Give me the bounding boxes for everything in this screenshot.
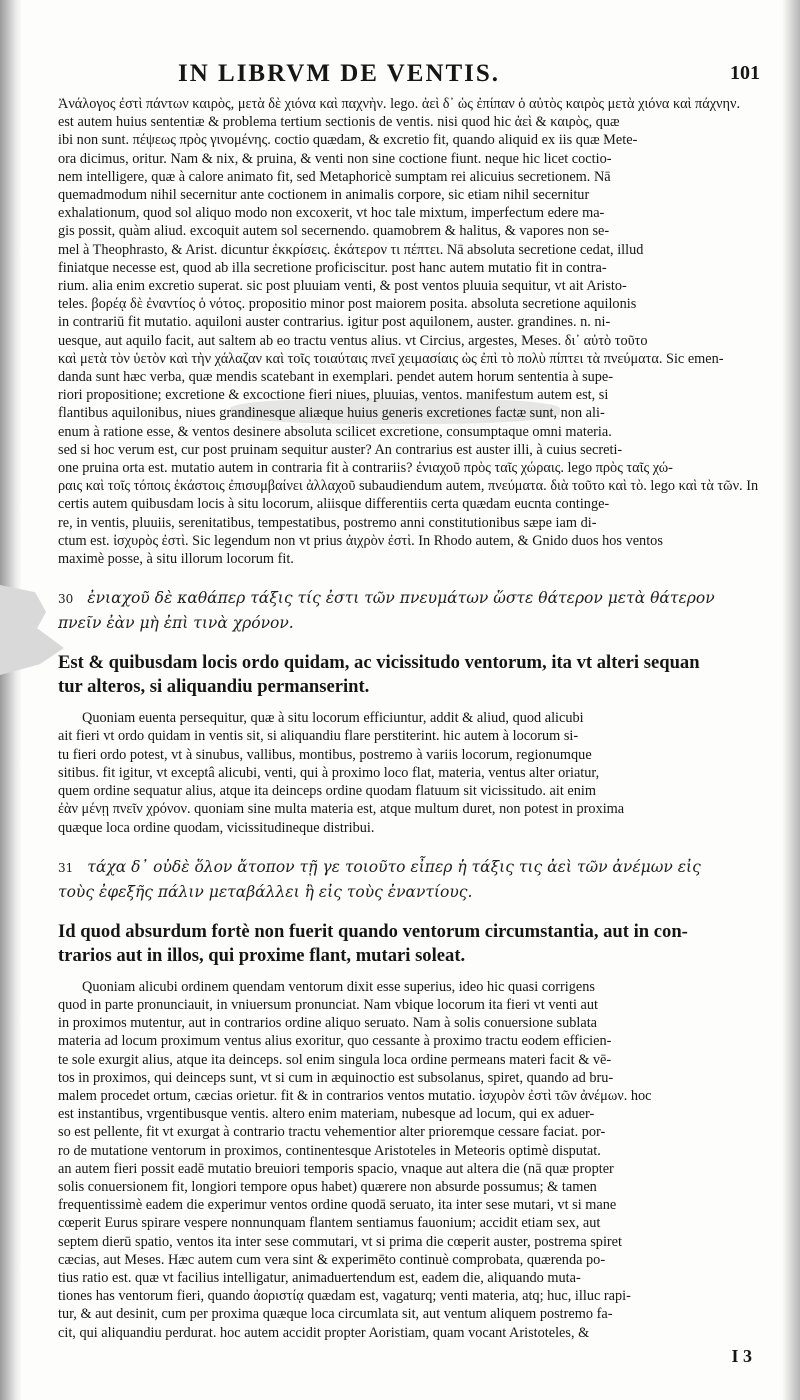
text-line	[58, 150, 770, 168]
text-line-text: tos in proximos, qui deinceps sunt, vt si cum in æquinoctio est subsolanus, spiret, quando ad bru-	[58, 1069, 614, 1086]
text-line-text: cœperit Eurus spirare vespere nonnunquam flantem sentiamus fauonium; accidit etiam sex, aut	[58, 1215, 601, 1232]
text-line-text: flantibus aquilonibus, niues grandinesque aliæque huius generis excretiones factæ sunt, non ali-	[58, 405, 605, 422]
text-line	[58, 746, 770, 764]
page-edge-shadow	[782, 0, 800, 1400]
text-line-text: καὶ μετὰ τὸν ὑετὸν καὶ τὴν χάλαζαν καὶ τοῖς τοιαύταις πνεῖ χειμασίαις ὡς ἐπὶ τὸ πολὺ πίπτει τὰ πνεύματα. Sic emen-	[58, 350, 724, 367]
text-line	[58, 295, 770, 313]
text-line-text: finiatque necesse est, quod ab illa secretione proficiscitur. post hanc autem mutatio fit in contra-	[58, 259, 607, 276]
text-line	[58, 1178, 770, 1196]
text-line	[58, 404, 770, 422]
quotation-number: 31	[58, 860, 74, 875]
text-line-text: ora dicimus, oritur. Nam & nix, & pruina, & venti non sine coctione fiunt. neque hic licet coctio-	[58, 150, 612, 167]
text-line	[58, 1142, 770, 1160]
greek-line-text: τοὺς ἐφεξῆς πάλιν μεταβάλλει ἢ εἰς τοὺς ἐναντίους.	[58, 882, 473, 901]
text-line-text: te sole exurgit alius, atque ita deinceps. sol enim singula loca ordine permeans materi facit & vē-	[58, 1051, 612, 1068]
greek-line	[58, 880, 770, 904]
lemma-line-text: tur alteros, si aliquandiu permanserint.	[58, 676, 370, 698]
text-line-text: in proximos mutentur, aut in contrarios ordine aliquo seruato. Nam à solis conuersione sublata	[58, 1015, 598, 1032]
text-line-text: enum à ratione esse, & ventos desinere absoluta scilicet excretione, consumptaque omni materia.	[58, 423, 612, 440]
greek-line	[58, 611, 770, 635]
text-line-text: Quoniam euenta persequitur, quæ à situ locorum efficiuntur, addit & aliud, quod alicubi	[82, 710, 584, 727]
text-line	[58, 1105, 770, 1123]
text-line-text: materia ad locum proximum ventus alius exoritur, quo cessante à proximo tractu eodem efficien-	[58, 1033, 612, 1050]
text-line	[58, 1269, 770, 1287]
greek-line-text: ἐνιαχοῦ δὲ καθάπερ τάξις τίς ἐστι τῶν πνευμάτων ὥστε θάτερον μετὰ θάτερον	[87, 589, 715, 608]
text-line-text: Ἀνάλογος ἐστὶ πάντων καιρὸς, μετὰ δὲ χιόνα καὶ παχνὴν. lego. ἀεὶ δ᾽ ὡς ἐπίπαν ὁ αὐτὸς καιρὸς μετὰ χιόνα καὶ πάχνην.	[58, 96, 741, 112]
text-line	[58, 459, 770, 477]
page-number: 101	[730, 62, 760, 84]
text-line	[58, 782, 770, 800]
text-line-text: danda sunt hæc verba, quæ mendis scatebant in exemplari. pendet autem horum sententia à supe-	[58, 369, 614, 386]
text-line	[58, 113, 770, 131]
lemma-line	[58, 675, 770, 699]
text-line	[58, 1032, 770, 1050]
text-line	[58, 423, 770, 441]
text-line-text: quem ordine sequatur alius, atque ita deinceps ordine quodam flatuum sit vicissitudo. ait enim	[58, 783, 596, 800]
text-line	[58, 368, 770, 386]
greek-quotation-30	[58, 586, 770, 635]
text-line-text: cit, qui aliquandiu perdurat. hoc autem accidit propter Aoristiam, quam vocant Aristoteles, &	[58, 1324, 590, 1341]
text-line-text: est autem huius sententiæ & problema tertium sectionis de ventis. nisi quod hic ἀεὶ & καιρὸς, quæ	[58, 114, 620, 131]
text-line	[58, 514, 770, 532]
text-line-text: ro de mutatione ventorum in proximos, continentesque Aristoteles in Meteoris optimè disputat.	[58, 1142, 601, 1159]
text-line	[58, 532, 770, 550]
text-line	[58, 1233, 770, 1251]
text-line-text: sed si hoc verum est, cur post pruinam sequitur auster? An contrarius est auster illi, à cuius secreti-	[58, 441, 623, 458]
text-line-text: est instantibus, vrgentibusque ventis. altero enim materiam, nubesque ad locum, qui ex aduer-	[58, 1106, 595, 1123]
greek-line	[58, 855, 770, 880]
text-line	[58, 222, 770, 240]
text-line	[58, 95, 770, 113]
greek-line-text: τάχα δ᾽ οὐδὲ ὅλον ἄτοπον τῇ γε τοιοῦτο εἶπερ ἡ τάξις τις ἀεὶ τῶν ἀνέμων εἰς	[87, 857, 701, 876]
lemma-line	[58, 651, 770, 675]
text-line	[58, 1069, 770, 1087]
text-line-text: solis conuersionem fit, longiori tempore opus habet) quærere non absurde possumus; & tamen	[58, 1178, 597, 1195]
running-title: IN LIBRVM DE VENTIS.	[178, 60, 501, 87]
text-line-text: ctum est. ἰσχυρὸς ἐστὶ. Sic legendum non vt prius ἀιχρὸν ἐστὶ. In Rhodo autem, & Gnido duos hos ventos	[58, 532, 663, 549]
text-line	[58, 764, 770, 782]
text-line	[58, 441, 770, 459]
page-gutter-shadow	[0, 0, 22, 1400]
latin-lemma-2	[58, 920, 770, 968]
lemma-line-text: trarios aut in illos, qui proxime flant, mutari soleat.	[58, 944, 466, 966]
text-line	[58, 996, 770, 1014]
text-line-text: quemadmodum nihil secernitur ante coctionem in animalis corpore, sic etiam nihil secernitur	[58, 187, 590, 204]
text-line	[58, 1287, 770, 1305]
page-tear	[0, 585, 64, 675]
lemma-line	[58, 944, 770, 968]
lemma-line-text: Est & quibusdam locis ordo quidam, ac vicissitudo ventorum, ita vt alteri sequan	[58, 652, 700, 674]
text-line	[58, 727, 770, 745]
text-line-text: ibi non sunt. πέψεως πρὸς γινομένης. coctio quædam, & excretio fit, quando aliquid ex iis quæ Mete-	[58, 132, 638, 149]
text-line-text: riori propositione; excretione & excoctione fieri niues, pluuias, ventos. manifestum autem est, si	[58, 387, 609, 404]
text-line	[58, 386, 770, 404]
page-header	[60, 60, 760, 94]
text-line-text: sitibus. fit igitur, vt exceptâ alicubi, venti, qui à proximo loco flat, materia, ventus alter oriatur,	[58, 764, 600, 781]
commentary-section-2	[58, 709, 770, 836]
text-line	[58, 1251, 770, 1269]
text-line-text: ait fieri vt ordo quidam in ventis sit, si aliquandiu flare perstiterint. hic autem à locorum si-	[58, 728, 579, 745]
text-line-text: uesque, aut aquilo facit, aut saltem ab eo tractu ventus alius. vt Circius, argestes, Meses. δι᾽ αὐτὸ τοῦτο	[58, 332, 648, 349]
text-line-text: ραις καὶ τοῖς τόποις ἑκάστοις ἐπισυμβαίνει ἀλλαχοῦ subaudiendum autem, πνεύματα. διὰ τοῦτο καὶ τὸ. lego καὶ τὰ τῶν. In	[58, 478, 759, 495]
latin-lemma-1	[58, 651, 770, 699]
text-line-text: cæcias, aut Meses. Hæc autem cum vera sint & experimēto continuè comprobata, quærenda po-	[58, 1251, 606, 1268]
text-line	[58, 819, 770, 837]
text-line-text: gis possit, quàm aliud. excoquit autem sol secernendo. quamobrem & halitus, & vapores non se-	[58, 223, 610, 240]
text-line	[58, 259, 770, 277]
commentary-section-3	[58, 978, 770, 1342]
text-line-text: tiones has ventorum fieri, quando ἀοριστίᾳ quædam est, vagaturq; venti materia, atq; huc, illuc rapi-	[58, 1288, 631, 1305]
text-line	[58, 1324, 770, 1342]
text-line	[58, 131, 770, 149]
text-line	[58, 709, 770, 727]
text-line	[58, 495, 770, 513]
text-line	[58, 1123, 770, 1141]
text-line-text: maximè posse, à situ illorum locorum fit.	[58, 551, 294, 568]
text-line-text: quæque loca ordine quodam, vicissitudineque distribui.	[58, 819, 375, 836]
commentary-section-1	[58, 95, 770, 568]
text-line	[58, 1196, 770, 1214]
text-line-text: quod in parte pronunciauit, in vniuersum pronunciat. Nam vbique locorum ita fieri vt venti aut	[58, 996, 598, 1013]
text-line	[58, 1087, 770, 1105]
text-line	[58, 186, 770, 204]
text-line	[58, 1214, 770, 1232]
text-line-text: tius ratio est. quæ vt facilius intelligatur, animaduertendum est, eadem die, aliquando muta-	[58, 1269, 581, 1286]
text-line	[58, 332, 770, 350]
signature-mark: I 3	[731, 1346, 752, 1366]
lemma-line	[58, 920, 770, 944]
text-line	[58, 204, 770, 222]
text-line-text: tur, & aut desinit, cum per proxima quæque loca circumlata sit, aut ventum aliquem postremo fa-	[58, 1306, 613, 1323]
lemma-line-text: Id quod absurdum fortè non fuerit quando ventorum circumstantia, aut in con-	[58, 920, 688, 942]
text-line-text: septem dierū spatio, ventos ita inter sese commutari, vt si prima die cœperit auster, postrema spiret	[58, 1233, 623, 1250]
text-line-text: tu fieri ordo potest, vt à sinubus, vallibus, montibus, postremo à variis locorum, regionumque	[58, 746, 592, 763]
text-line-text: ἐὰν μένῃ πνεῖν χρόνον. quoniam sine multa materia est, atque multum duret, non potest in proxima	[58, 801, 625, 818]
greek-line	[58, 586, 770, 611]
text-line-text: so est pellente, fit vt exurgat à contrario tractu vehementior alter prioremque cessare faciat. por-	[58, 1124, 606, 1141]
text-line	[58, 800, 770, 818]
text-line-text: Quoniam alicubi ordinem quendam ventorum dixit esse superius, ideo hic quasi corrigens	[82, 978, 595, 995]
text-line-text: exhalationum, quod sol aliquo modo non excoxerit, vt hoc tale mixtum, imperfectum edere ma-	[58, 205, 605, 222]
text-line	[58, 313, 770, 331]
text-line	[58, 1305, 770, 1323]
greek-line-text: πνεῖν ἐὰν μὴ ἐπὶ τινὰ χρόνον.	[58, 614, 294, 633]
text-line	[58, 978, 770, 996]
text-line	[58, 168, 770, 186]
text-line-text: mel à Theophrasto, & Arist. dicuntur ἐκκρίσεις. ἑκάτερον τι πέπτει. Nā absoluta secretione cedat, illud	[58, 241, 644, 258]
text-line	[58, 550, 770, 568]
text-line-text: an autem fieri possit eadē mutatio breuiori temporis spacio, vnaque aut altera die (nā quæ propter	[58, 1160, 614, 1177]
quotation-number: 30	[58, 592, 74, 607]
text-line	[58, 241, 770, 259]
text-line-text: teles. βορέᾳ δὲ ἐναντίος ὁ νότος. propositio minor post maiorem posita. absoluta secretione aquilonis	[58, 296, 637, 313]
text-line-text: re, in ventis, pluuiis, serenitatibus, tempestatibus, postremo anni constitutionibus sæpe iam di-	[58, 514, 597, 531]
text-line	[58, 1160, 770, 1178]
text-line-text: nem intelligere, quæ à calore animato fit, sed Metaphoricè sumptam rei alicuius secretionem. Nā	[58, 168, 611, 185]
greek-quotation-31	[58, 855, 770, 904]
text-line-text: frequentissimè eadem die experimur ventos ordine quodā seruato, ita inter sese mutari, vt si mane	[58, 1197, 617, 1214]
text-line-text: certis autem quibusdam locis à situ locorum, aliisque differentiis certa quædam eucnta continge-	[58, 496, 610, 513]
text-line	[58, 277, 770, 295]
page-body	[58, 95, 770, 1342]
text-line	[58, 350, 770, 368]
text-line-text: in contrariū fit mutatio. aquiloni auster contrarius. igitur post aquilonem, auster. grandines. n. ni-	[58, 314, 611, 331]
text-line-text: malem procedet ortum, cæcias orietur. fit & in contrarios ventos mutatio. ἰσχυρὸν ἐστὶ τῶν ἀνέμων. hoc	[58, 1087, 652, 1104]
text-line	[58, 1051, 770, 1069]
text-line-text: one pruina orta est. mutatio autem in contraria fit à contrariis? ἐνιαχοῦ πρὸς ταῖς χώραις. lego πρὸς ταῖς χώ-	[58, 460, 673, 477]
text-line	[58, 1014, 770, 1032]
text-line-text: rium. alia enim excretio superat. sic post pluuiam venti, & post ventos pluuia sequitur, vt ait Aristo-	[58, 278, 627, 295]
text-line	[58, 477, 770, 495]
